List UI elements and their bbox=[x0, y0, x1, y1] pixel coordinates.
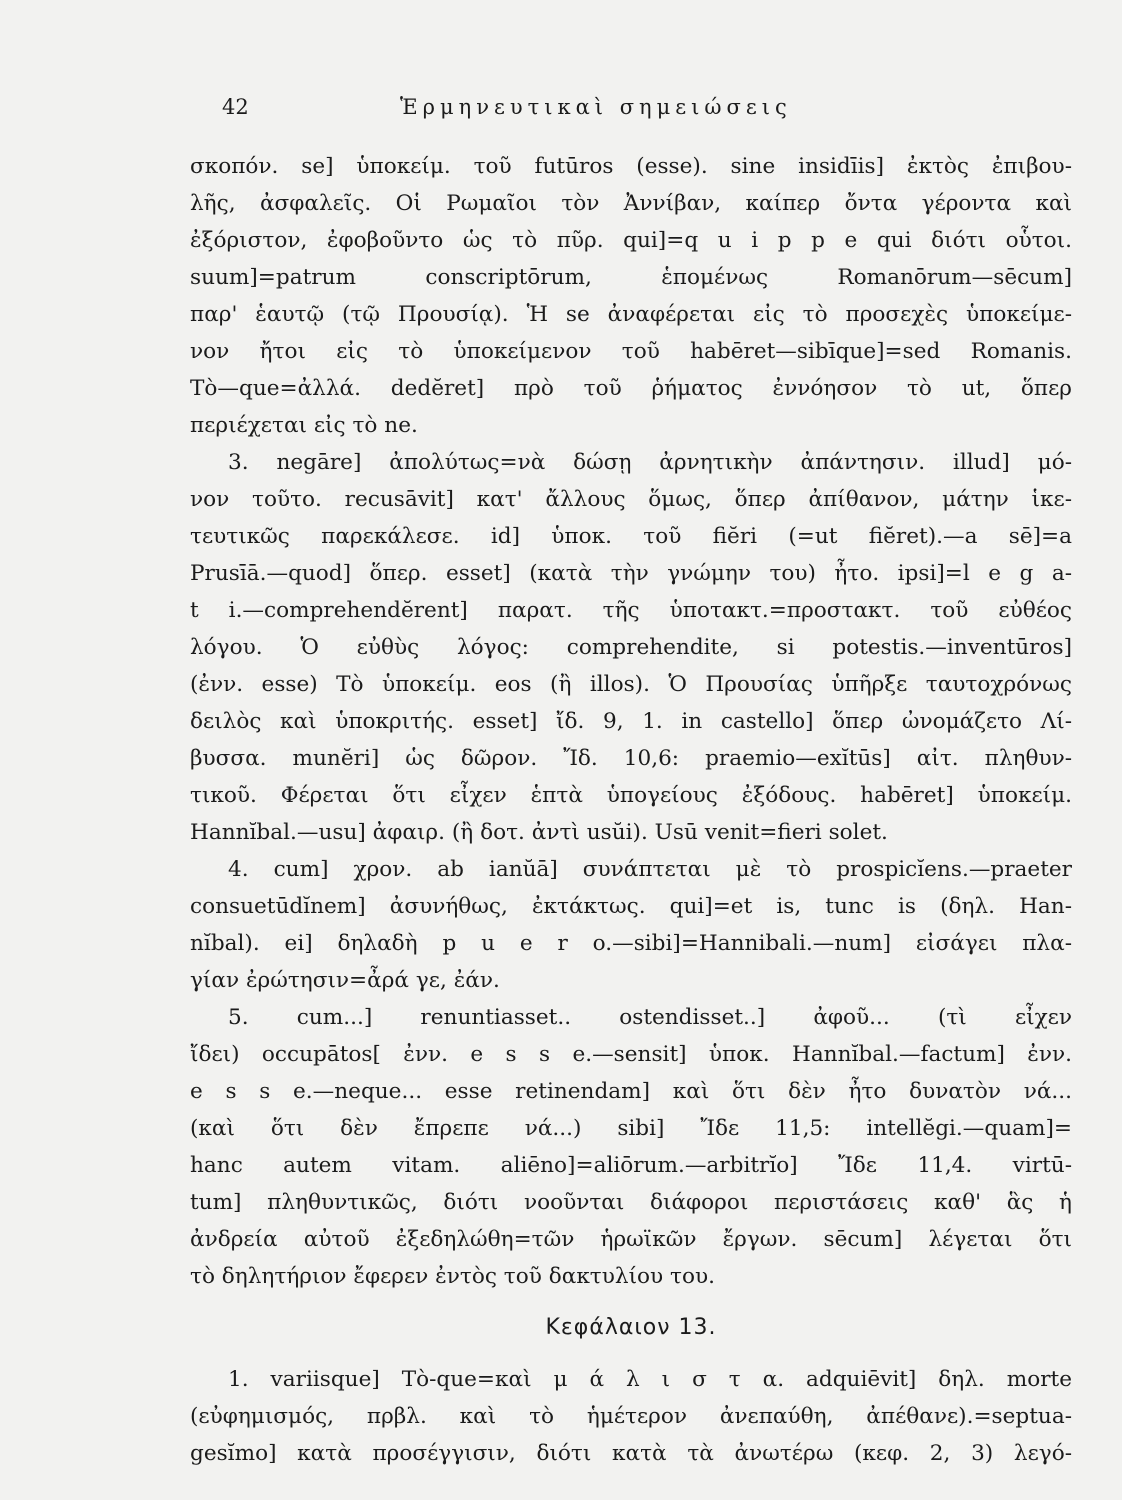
text-line: ἴδει) occupātos[ ἐνν. e s s e.—sensit] ὑποκ. Hannĭbal.—factum] ἐνν. bbox=[190, 1042, 1072, 1067]
paragraph-note-5 bbox=[190, 999, 1072, 1295]
paragraph-note-3 bbox=[190, 444, 1072, 851]
text-line: hanc autem vitam. aliēno]=aliōrum.—arbitrĭo] Ἴδε 11,4. virtū- bbox=[190, 1153, 1072, 1178]
text-line: σκοπόν. se] ὑποκείμ. τοῦ futūros (esse). sine insidīis] ἐκτὸς ἐπιβου- bbox=[190, 154, 1072, 179]
text-line: 5. cum...] renuntiasset.. ostendisset..] ἀφοῦ... (τὶ εἶχεν bbox=[228, 1005, 1072, 1030]
text-line: δειλὸς καὶ ὑποκριτής. esset] ἴδ. 9, 1. in castello] ὅπερ ὠνομάζετο Λί- bbox=[190, 709, 1072, 734]
page-header bbox=[222, 95, 872, 125]
text-line: ἐξόριστον, ἐφοβοῦντο ὡς τὸ πῦρ. qui]=q u i p p e qui διότι οὗτοι. bbox=[190, 228, 1072, 253]
text-line: νον ἤτοι εἰς τὸ ὑποκείμενον τοῦ habēret—sibīque]=sed Romanis. bbox=[190, 339, 1072, 364]
text-line: τικοῦ. Φέρεται ὅτι εἶχεν ἑπτὰ ὑπογείους ἐξόδους. habēret] ὑποκείμ. bbox=[190, 783, 1072, 808]
text-line: (εὐφημισμός, πρβλ. καὶ τὸ ἡμέτερον ἀνεπαύθη, ἀπέθανε).=septua- bbox=[190, 1404, 1072, 1429]
text-line: Prusīā.—quod] ὅπερ. esset] (κατὰ τὴν γνώμην του) ἦτο. ipsi]=l e g a- bbox=[190, 561, 1072, 586]
text-line: (ἐνν. esse) Τὸ ὑποκείμ. eos (ἢ illos). Ὁ Προυσίας ὑπῆρξε ταυτοχρόνως bbox=[190, 672, 1072, 697]
running-title: Ἑρμηνευτικαὶ σημειώσεις bbox=[400, 95, 792, 119]
text-line: παρ' ἑαυτῷ (τῷ Προυσίᾳ). Ἡ se ἀναφέρεται εἰς τὸ προσεχὲς ὑποκείμε- bbox=[190, 302, 1072, 327]
text-line: suum]=patrum conscriptōrum, ἑπομένως Romanōrum—sēcum] bbox=[190, 265, 1072, 290]
text-line: gesĭmo] κατὰ προσέγγισιν, διότι κατὰ τὰ ἀνωτέρω (κεφ. 2, 3) λεγό- bbox=[190, 1441, 1072, 1466]
text-line: nĭbal). ei] δηλαδὴ p u e r o.—sibi]=Hannibali.—num] εἰσάγει πλα- bbox=[190, 931, 1072, 956]
commentary-text bbox=[190, 148, 1072, 1472]
text-line: βυσσα. munĕri] ὡς δῶρον. Ἴδ. 10,6: praemio—exĭtūs] αἰτ. πληθυν- bbox=[190, 746, 1072, 771]
text-line: νον τοῦτο. recusāvit] κατ' ἄλλους ὅμως, ὅπερ ἀπίθανον, μάτην ἱκε- bbox=[190, 487, 1072, 512]
paragraph-note-4 bbox=[190, 851, 1072, 999]
text-line: tum] πληθυντικῶς, διότι νοοῦνται διάφοροι περιστάσεις καθ' ἃς ἡ bbox=[190, 1190, 1072, 1215]
text-line: ἀνδρεία αὐτοῦ ἐξεδηλώθη=τῶν ἡρωϊκῶν ἔργων. sēcum] λέγεται ὅτι bbox=[190, 1227, 1072, 1252]
text-line: τὸ δηλητήριον ἔφερεν ἐντὸς τοῦ δακτυλίου του. bbox=[190, 1264, 715, 1289]
paragraph-chapter-13-note-1 bbox=[190, 1361, 1072, 1472]
text-line: λόγου. Ὁ εὐθὺς λόγος: comprehendite, si potestis.—inventūros] bbox=[190, 635, 1072, 660]
text-line: (καὶ ὅτι δὲν ἔπρεπε νά...) sibi] Ἴδε 11,5: intellĕgi.—quam]= bbox=[190, 1116, 1072, 1141]
text-line: 3. negāre] ἀπολύτως=νὰ δώσῃ ἀρνητικὴν ἀπάντησιν. illud] μό- bbox=[228, 450, 1072, 475]
chapter-heading: Κεφάλαιον 13. bbox=[545, 1315, 717, 1340]
text-line: γίαν ἐρώτησιν=ἆρά γε, ἐάν. bbox=[190, 968, 500, 993]
text-line: Τὸ—que=ἀλλά. dedĕret] πρὸ τοῦ ῥήματος ἐννόησον τὸ ut, ὅπερ bbox=[190, 376, 1072, 401]
text-line: 1. variisque] Τὸ-que=καὶ μ ά λ ι σ τ α. adquiēvit] δηλ. morte bbox=[228, 1367, 1072, 1392]
text-line: 4. cum] χρον. ab ianŭā] συνάπτεται μὲ τὸ prospicĭens.—praeter bbox=[228, 857, 1072, 882]
paragraph-chapter-12-intro bbox=[190, 148, 1072, 444]
text-line: consuetūdĭnem] ἀσυνήθως, ἐκτάκτως. qui]=et is, tunc is (δηλ. Han- bbox=[190, 894, 1072, 919]
text-line: Hannĭbal.—usu] ἀφαιρ. (ἢ δοτ. ἀντὶ usŭi). Usū venit=fieri solet. bbox=[190, 820, 888, 845]
page-number: 42 bbox=[222, 95, 249, 119]
text-line: λῆς, ἀσφαλεῖς. Οἱ Ρωμαῖοι τὸν Ἀννίβαν, καίπερ ὄντα γέροντα καὶ bbox=[190, 191, 1072, 216]
text-line: e s s e.—neque... esse retinendam] καὶ ὅτι δὲν ἦτο δυνατὸν νά... bbox=[190, 1079, 1072, 1104]
text-line: τευτικῶς παρεκάλεσε. id] ὑποκ. τοῦ fiĕri (=ut fiĕret).—a sē]=a bbox=[190, 524, 1072, 549]
text-line: t i.—comprehendĕrent] παρατ. τῆς ὑποτακτ.=προστακτ. τοῦ εὐθέος bbox=[190, 598, 1072, 623]
text-line: περιέχεται εἰς τὸ ne. bbox=[190, 413, 418, 438]
